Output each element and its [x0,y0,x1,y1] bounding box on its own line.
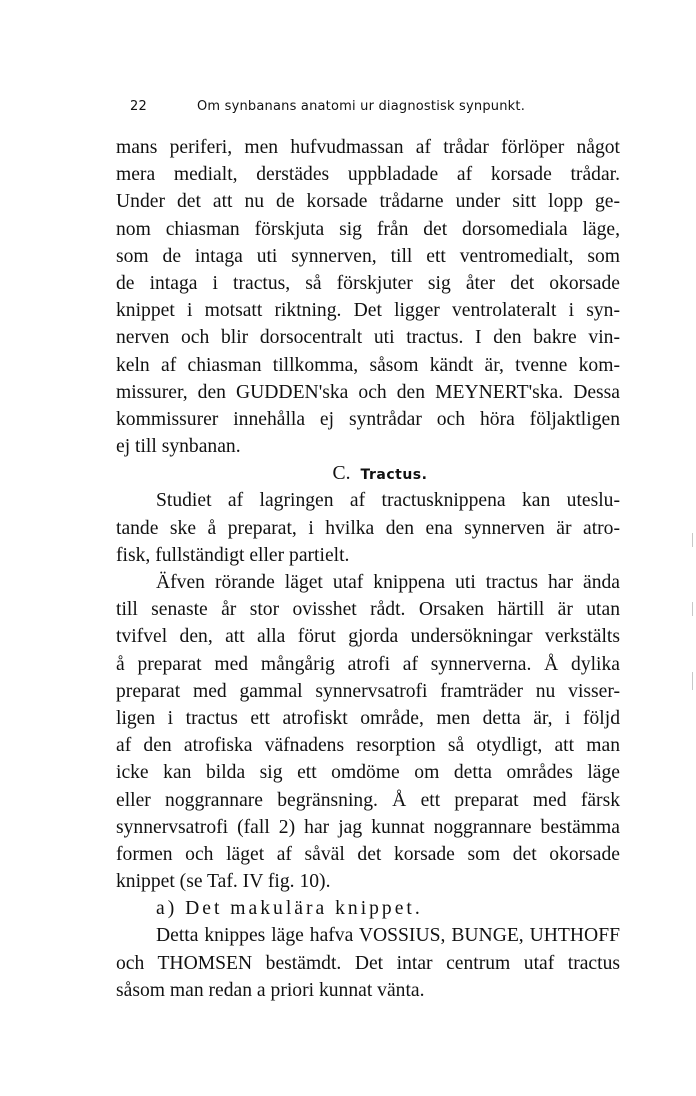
text-line: som de intaga uti synnerven, till ett ventromedialt, som [116,245,620,267]
text-line: såsom man redan a priori kunnat vänta. [116,979,425,1001]
text-line: knippet (se Taf. IV fig. 10). [116,871,331,893]
margin-mark [692,672,693,690]
section-heading [116,460,620,487]
margin-mark [692,602,693,616]
text-line: icke kan bilda sig ett omdöme om detta områdes läge [116,762,620,784]
text-line: preparat med gammal synnervsatrofi framträder nu visser- [116,680,620,702]
text-line: och THOMSEN bestämdt. Det intar centrum utaf tractus [116,952,620,974]
section-title: Tractus. [360,467,428,484]
text-line: tvifvel den, att alla förut gjorda undersökningar verkstälts [116,626,620,648]
text-line: fisk, fullständigt eller partielt. [116,544,350,566]
text-line: formen och läget af såväl det korsade som det okorsade [116,843,620,865]
text-line: Detta knippes läge hafva VOSSIUS, BUNGE, UHTHOFF [156,925,620,947]
text-line: nom chiasman förskjuta sig från det dorsomediala läge, [116,218,620,240]
text-line: missurer, den GUDDEN'ska och den MEYNERT'ska. Dessa [116,381,620,403]
text-line: nerven och blir dorsocentralt uti tractus. I den bakre vin- [116,327,620,349]
text-line: ej till synbanan. [116,436,241,458]
text-line: Under det att nu de korsade trådarne under sitt lopp ge- [116,191,620,213]
margin-mark [692,533,693,547]
text-line: kommissurer innehålla ej syntrådar och höra följaktligen [116,408,620,430]
page-number: 22 [130,99,147,114]
section-letter: C. [332,463,351,485]
text-line: tande ske å preparat, i hvilka den ena synnerven är atro- [116,517,620,539]
page-header [130,99,580,117]
text-line: ligen i tractus ett atrofiskt område, men detta är, i följd [116,707,620,729]
text-line: keln af chiasman tillkomma, såsom kändt är, tvenne kom- [116,354,620,376]
subsection-heading: a) Det makulära knippet. [156,898,423,920]
text-line: mera medialt, derstädes uppbladade af korsade trådar. [116,164,620,186]
text-line: af den atrofiska väfnadens resorption så otydligt, att man [116,735,620,757]
text-line: knippet i motsatt riktning. Det ligger ventrolateralt i syn- [116,300,620,322]
text-line: Äfven rörande läget utaf knippena uti tractus har ända [156,572,620,593]
body-text [116,134,620,1004]
text-line: å preparat med mångårig atrofi af synnerverna. Å dylika [116,653,620,675]
text-line: till senaste år stor ovisshet rådt. Orsaken härtill är utan [116,599,620,621]
running-title: Om synbanans anatomi ur diagnostisk synpunkt. [197,99,526,114]
text-line: synnervsatrofi (fall 2) har jag kunnat noggrannare bestämma [116,816,620,838]
text-line: de intaga i tractus, så förskjuter sig åter det okorsade [116,272,620,294]
text-line: mans periferi, men hufvudmassan af trådar förlöper något [116,137,620,158]
text-line: eller noggrannare begränsning. Å ett preparat med färsk [116,789,620,811]
text-line: Studiet af lagringen af tractusknippena kan uteslu- [156,490,620,512]
